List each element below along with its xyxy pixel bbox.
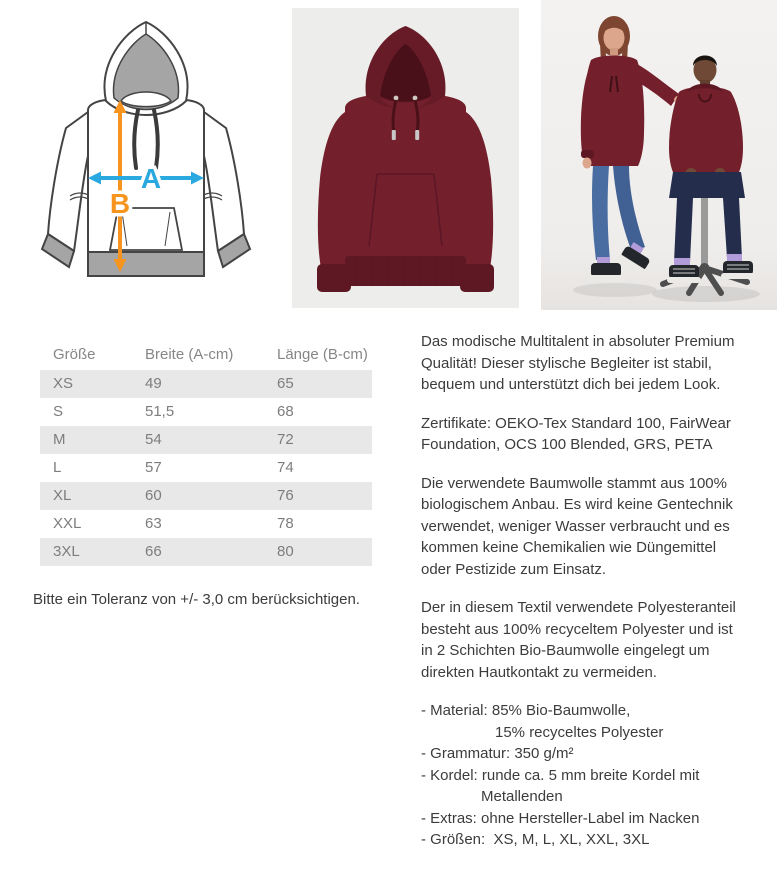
spec-material: - Material: 85% Bio-Baumwolle, xyxy=(421,702,631,719)
spec-extras: - Extras: ohne Hersteller-Label im Nacken xyxy=(421,809,700,827)
length-cell: 72 xyxy=(277,431,294,448)
size-guide-image[interactable] xyxy=(30,10,262,305)
width-cell: 49 xyxy=(145,375,162,392)
length-cell: 65 xyxy=(277,375,294,392)
width-cell: 60 xyxy=(145,487,162,504)
table-row xyxy=(40,454,372,482)
length-cell: 76 xyxy=(277,487,294,504)
table-row xyxy=(40,426,372,454)
size-cell: L xyxy=(53,459,62,476)
length-cell: 78 xyxy=(277,515,294,532)
size-cell: XL xyxy=(53,487,72,504)
burgundy-hoodie-illustration xyxy=(292,8,519,308)
tolerance-note: Bitte ein Toleranz von +/- 3,0 cm berücksichtigen. xyxy=(33,591,360,608)
size-cell: XXL xyxy=(53,515,82,532)
size-cell: 3XL xyxy=(53,543,80,560)
cotton-paragraph: Die verwendete Baumwolle stammt aus 100% biologischem Anbau. Es wird keine Gentechnik verwendet, weniger Wasser verbraucht und es kommen keine Chemikalien wie Düngemittel oder Pestizide zum Einsatz. xyxy=(421,474,733,578)
product-description xyxy=(421,331,743,851)
size-cell: S xyxy=(53,403,64,420)
col-header-width: Breite (A-cm) xyxy=(145,346,234,363)
table-header-row xyxy=(40,342,372,370)
width-label: A xyxy=(140,163,162,194)
description-paragraph: Das modische Multitalent in absoluter Premium Qualität! Dieser stylische Begleiter ist stabil, bequem und unterstützt dich bei jedem Look. xyxy=(421,333,735,393)
table-row xyxy=(40,370,372,398)
size-table xyxy=(40,342,372,566)
spec-list xyxy=(421,700,743,851)
hoodie-measurement-drawing xyxy=(30,10,262,305)
width-cell: 63 xyxy=(145,515,162,532)
spec-kordel: - Kordel: runde ca. 5 mm breite Kordel mit xyxy=(421,766,700,784)
length-cell: 74 xyxy=(277,459,294,476)
spec-material-2: 15% recyceltes Polyester xyxy=(495,723,664,741)
certificates-paragraph: Zertifikate: OEKO-Tex Standard 100, FairWear Foundation, OCS 100 Blended, GRS, PETA xyxy=(421,414,731,453)
length-cell: 80 xyxy=(277,543,294,560)
table-row xyxy=(40,510,372,538)
models-photo[interactable] xyxy=(541,0,777,310)
col-header-length: Länge (B-cm) xyxy=(277,346,368,363)
table-row xyxy=(40,482,372,510)
size-cell: M xyxy=(53,431,66,448)
length-label: B xyxy=(109,188,131,219)
width-cell: 51,5 xyxy=(145,403,175,420)
spec-kordel-2: Metallenden xyxy=(481,788,563,805)
product-photo-front[interactable] xyxy=(292,8,519,308)
length-cell: 68 xyxy=(277,403,294,420)
width-cell: 57 xyxy=(145,459,162,476)
width-cell: 54 xyxy=(145,431,162,448)
spec-groessen: - Größen: XS, M, L, XL, XXL, 3XL xyxy=(421,831,650,848)
col-header-size: Größe xyxy=(53,346,96,363)
size-cell: XS xyxy=(53,375,74,392)
table-row xyxy=(40,398,372,426)
models-wearing-hoodies-illustration xyxy=(541,0,777,310)
table-row xyxy=(40,538,372,566)
width-cell: 66 xyxy=(145,543,162,560)
polyester-paragraph: Der in diesem Textil verwendete Polyesteranteil besteht aus 100% recyceltem Polyester und ist in 2 Schichten Bio-Baumwolle eingelegt um direkten Hautkontakt zu vermeiden. xyxy=(421,599,736,681)
size-table-section xyxy=(33,342,378,566)
spec-grammatur: - Grammatur: 350 g/m² xyxy=(421,745,574,762)
